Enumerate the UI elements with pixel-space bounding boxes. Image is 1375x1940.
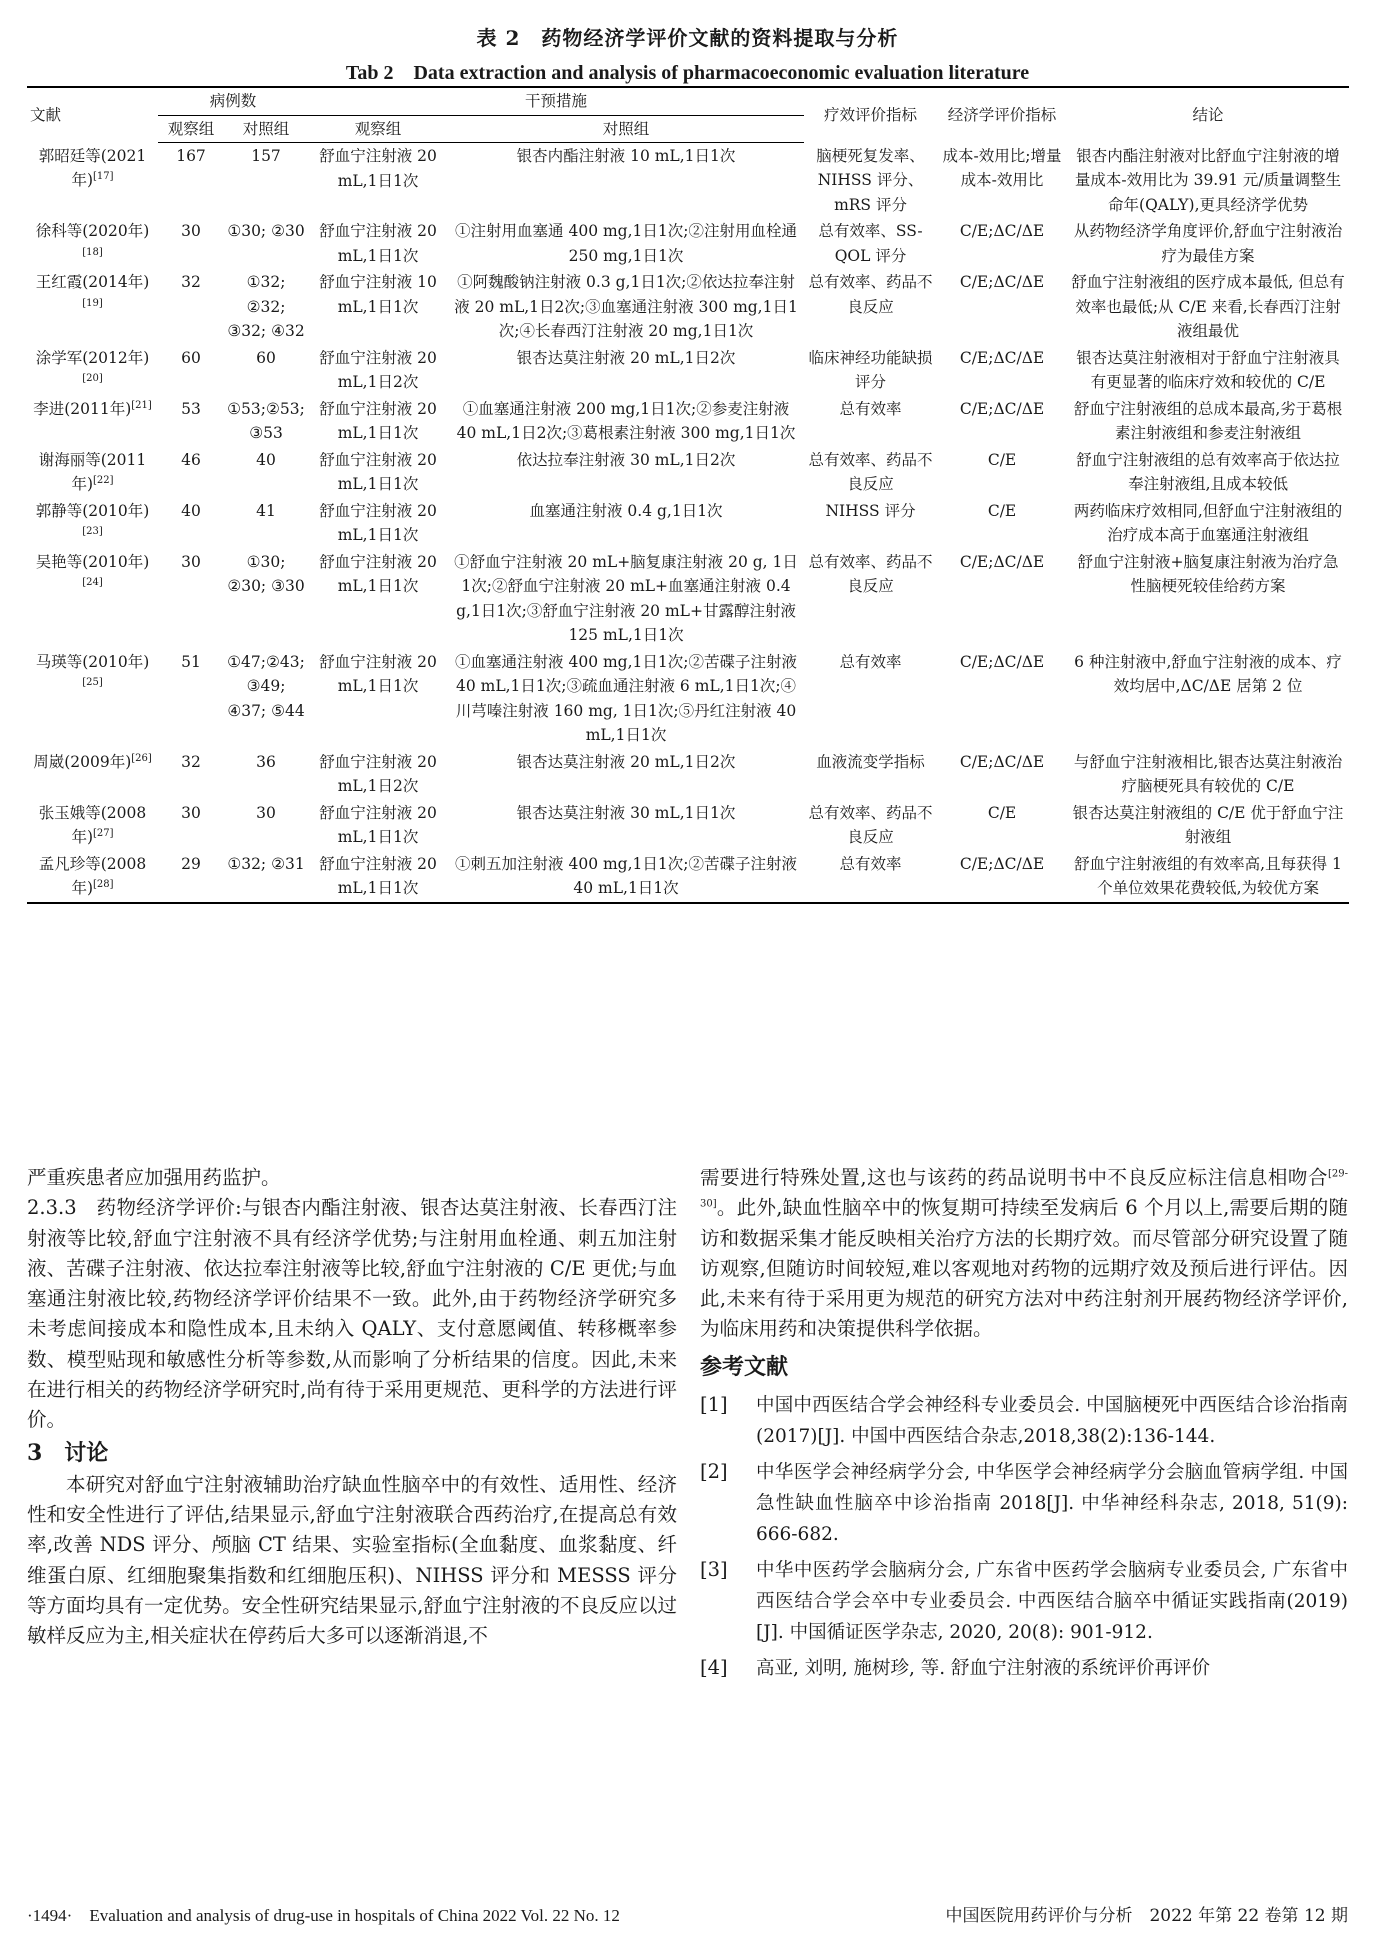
cell-efficacy <box>804 396 937 447</box>
cell-econ <box>937 549 1067 649</box>
cell-obs-intervention <box>308 498 448 549</box>
cell-ctrl-count-text: ①30; ②30 <box>227 222 305 240</box>
cell-obs-intervention <box>308 800 448 851</box>
cell-obs-count-text: 32 <box>181 273 201 291</box>
cell-ctrl-intervention-text: 依达拉奉注射液 30 mL,1日2次 <box>516 450 736 469</box>
right-column <box>700 1163 1348 1684</box>
cell-conclusion <box>1067 396 1349 447</box>
table-row <box>27 345 1349 396</box>
references-heading: 参考文献 <box>700 1353 789 1380</box>
cell-econ <box>937 749 1067 800</box>
cell-obs-count <box>158 269 224 345</box>
cell-obs-count <box>158 447 224 498</box>
cell-obs-count <box>158 143 224 219</box>
cell-ctrl-count-text: 60 <box>256 348 276 367</box>
citation: [29-30] <box>700 1168 1348 1210</box>
cell-obs-intervention <box>308 749 448 800</box>
cell-ctrl-count <box>224 396 308 447</box>
cell-ctrl-count-text: 157 <box>251 147 281 165</box>
cell-obs-count-text: 30 <box>181 803 201 822</box>
table-row <box>27 549 1349 649</box>
cell-ctrl-count <box>224 345 308 396</box>
cell-author-text: 徐科等(2020年) <box>35 222 150 240</box>
cell-ctrl-count-text: ①32; ②31 <box>227 854 305 873</box>
cell-efficacy-text: 临床神经功能缺损评分 <box>808 348 933 391</box>
table-caption-en: Tab 2 Data extraction and analysis of pharmacoeconomic evaluation literature <box>345 62 1030 84</box>
cell-obs-intervention <box>308 649 448 749</box>
cell-ctrl-intervention <box>448 649 804 749</box>
cell-obs-intervention-text: 舒血宁注射液 20 mL,1日1次 <box>319 652 437 695</box>
cell-author-text: 郭昭廷等(2021年) <box>38 146 147 189</box>
cell-ctrl-count <box>224 218 308 269</box>
table-row <box>27 800 1349 851</box>
header-efficacy: 疗效评价指标 <box>804 87 937 143</box>
cell-ctrl-intervention <box>448 749 804 800</box>
citation: [28] <box>93 878 114 890</box>
cell-ctrl-intervention <box>448 218 804 269</box>
cell-ctrl-intervention-text: 银杏达莫注射液 20 mL,1日2次 <box>516 348 736 367</box>
cell-conclusion <box>1067 800 1349 851</box>
cell-obs-intervention <box>308 396 448 447</box>
cell-author <box>27 143 158 219</box>
cell-author-text: 周崴(2009年) <box>33 752 132 771</box>
reference-text: 中华中医药学会脑病分会, 广东省中医药学会脑病专业委员会, 广东省中西医结合学会卒中专业委员会. 中西医结合脑卒中循证实践指南(2019)[J]. 中国循证医学杂志, 2020, 20(8): 901-912. <box>756 1559 1348 1643</box>
paragraph-text: 需要进行特殊处置,这也与该药的药品说明书中不良反应标注信息相吻合 <box>700 1166 1328 1189</box>
cell-conclusion <box>1067 345 1349 396</box>
cell-ctrl-count <box>224 498 308 549</box>
footer-journal-cn: 中国医院用药评价与分析 2022 年第 22 卷第 12 期 <box>945 1906 1348 1926</box>
cell-econ <box>937 218 1067 269</box>
cell-efficacy-text: 总有效率、药品不良反应 <box>808 450 933 493</box>
cell-econ-text: C/E;ΔC/ΔE <box>959 752 1045 771</box>
cell-econ-text: C/E;ΔC/ΔE <box>959 652 1045 671</box>
cell-efficacy <box>804 143 937 219</box>
cell-obs-intervention <box>308 345 448 396</box>
cell-ctrl-intervention-text: ①阿魏酸钠注射液 0.3 g,1日1次;②依达拉奉注射液 20 mL,1日2次;③血塞通注射液 300 mg,1日1次;④长春西汀注射液 20 mg,1日1次 <box>454 273 798 340</box>
cell-econ <box>937 269 1067 345</box>
paragraph <box>700 1163 1348 1345</box>
citation: [26] <box>131 752 152 764</box>
cell-ctrl-intervention-text: 银杏内酯注射液 10 mL,1日1次 <box>516 147 736 165</box>
cell-conclusion-text: 6 种注射液中,舒血宁注射液的成本、疗效均居中,ΔC/ΔE 居第 2 位 <box>1074 652 1342 695</box>
cell-obs-intervention-text: 舒血宁注射液 20 mL,1日1次 <box>319 501 437 544</box>
cell-efficacy-text: 总有效率、药品不良反应 <box>808 803 933 846</box>
cell-author <box>27 345 158 396</box>
reference-list <box>700 1390 1348 1684</box>
cell-ctrl-count-text: 30 <box>256 803 276 822</box>
cell-ctrl-count-text: ①30; ②30; ③30 <box>227 552 305 595</box>
cell-ctrl-intervention-text: ①血塞通注射液 200 mg,1日1次;②参麦注射液 40 mL,1日2次;③葛根素注射液 300 mg,1日1次 <box>456 399 796 442</box>
table-body <box>27 143 1349 903</box>
cell-ctrl-intervention-text: ①血塞通注射液 400 mg,1日1次;②苦碟子注射液 40 mL,1日1次;③疏血通注射液 6 mL,1日1次;④川芎嗪注射液 160 mg, 1日1次;⑤丹红注射液 40 mL,1日1次 <box>455 652 797 744</box>
citation: [18] <box>82 246 103 258</box>
citation: [25] <box>82 676 103 688</box>
cell-conclusion-text: 舒血宁注射液组的有效率高,且每获得 1 个单位效果花费较低,为较优方案 <box>1074 854 1342 897</box>
cell-conclusion-text: 两药临床疗效相同,但舒血宁注射液组的治疗成本高于血塞通注射液组 <box>1073 501 1343 544</box>
cell-obs-intervention <box>308 447 448 498</box>
cell-author-text: 吴艳等(2010年) <box>35 552 150 571</box>
cell-econ-text: 成本-效用比;增量成本-效用比 <box>942 146 1062 189</box>
cell-obs-intervention <box>308 269 448 345</box>
cell-obs-count-text: 46 <box>181 450 201 469</box>
citation: [24] <box>82 576 103 588</box>
citation: [21] <box>131 399 152 411</box>
cell-obs-intervention-text: 舒血宁注射液 10 mL,1日1次 <box>319 273 437 316</box>
cell-econ-text: C/E <box>987 803 1017 822</box>
cell-ctrl-count <box>224 549 308 649</box>
cell-econ <box>937 447 1067 498</box>
cell-obs-count-text: 167 <box>176 147 206 165</box>
cell-conclusion <box>1067 269 1349 345</box>
cell-author <box>27 396 158 447</box>
table-row <box>27 218 1349 269</box>
cell-author <box>27 498 158 549</box>
cell-ctrl-intervention <box>448 800 804 851</box>
reference-item <box>700 1457 1348 1550</box>
cell-author <box>27 800 158 851</box>
cell-conclusion-text: 银杏内酯注射液对比舒血宁注射液的增量成本-效用比为 39.91 元/质量调整生命年(QALY),更具经济学优势 <box>1074 146 1342 214</box>
cell-ctrl-intervention-text: ①刺五加注射液 400 mg,1日1次;②苦碟子注射液 40 mL,1日1次 <box>455 854 797 897</box>
reference-index: [1] <box>700 1392 728 1416</box>
cell-ctrl-count <box>224 143 308 219</box>
table-row <box>27 143 1349 219</box>
reference-text: 高亚, 刘明, 施树珍, 等. 舒血宁注射液的系统评价再评价 <box>756 1657 1211 1679</box>
cell-author-text: 王红霞(2014年) <box>35 273 150 291</box>
cell-ctrl-count <box>224 269 308 345</box>
cell-econ-text: C/E;ΔC/ΔE <box>959 348 1045 367</box>
cell-author <box>27 218 158 269</box>
cell-ctrl-intervention <box>448 269 804 345</box>
header-literature: 文献 <box>27 87 158 143</box>
cell-econ-text: C/E;ΔC/ΔE <box>959 273 1045 291</box>
cell-ctrl-count <box>224 447 308 498</box>
header-intervention-obs: 观察组 <box>308 115 448 143</box>
header-cases: 病例数 <box>158 87 308 115</box>
cell-ctrl-count-text: 41 <box>256 501 276 520</box>
cell-efficacy <box>804 649 937 749</box>
reference-text: 中华医学会神经病学分会, 中华医学会神经病学分会脑血管病学组. 中国急性缺血性脑卒中诊治指南 2018[J]. 中华神经科杂志, 2018, 51(9): 666-682. <box>756 1461 1348 1545</box>
cell-author-text: 马瑛等(2010年) <box>35 652 150 671</box>
cell-ctrl-count-text: 36 <box>256 752 276 771</box>
reference-index: [3] <box>700 1557 728 1581</box>
cell-conclusion-text: 舒血宁注射液组的总有效率高于依达拉奉注射液组,且成本较低 <box>1076 450 1340 493</box>
cell-efficacy <box>804 498 937 549</box>
reference-item <box>700 1555 1348 1648</box>
cell-econ-text: C/E <box>987 501 1017 520</box>
cell-econ <box>937 396 1067 447</box>
cell-econ-text: C/E;ΔC/ΔE <box>959 854 1045 873</box>
citation: [23] <box>82 525 103 537</box>
cell-obs-count-text: 29 <box>181 854 201 873</box>
cell-conclusion <box>1067 218 1349 269</box>
footer-journal-en: ·1494· Evaluation and analysis of drug-use in hospitals of China 2022 Vol. 22 No. 12 <box>27 1906 620 1925</box>
header-intervention-ctrl: 对照组 <box>448 115 804 143</box>
cell-ctrl-count-text: ①47;②43; ③49; ④37; ⑤44 <box>227 652 305 720</box>
cell-ctrl-count-text: 40 <box>256 450 276 469</box>
paragraph: 本研究对舒血宁注射液辅助治疗缺血性脑卒中的有效性、适用性、经济性和安全性进行了评估,结果显示,舒血宁注射液联合西药治疗,在提高总有效率,改善 NDS 评分、颅脑 CT 结果、实验室指标(全血黏度、血浆黏度、纤维蛋白原、红细胞聚集指数和红细胞压积)、NIHSS 评分和 MESSS 评分等方面均具有一定优势。安全性研究结果显示,舒血宁注射液的不良反应以过敏样反应为主,相关症状在停药后大多可以逐渐消退,不 <box>27 1472 677 1648</box>
cell-obs-intervention-text: 舒血宁注射液 20 mL,1日1次 <box>319 854 437 897</box>
reference-item <box>700 1653 1348 1684</box>
citation: [27] <box>93 827 114 839</box>
cell-ctrl-intervention-text: 银杏达莫注射液 20 mL,1日2次 <box>516 752 736 771</box>
cell-obs-count <box>158 749 224 800</box>
citation: [20] <box>82 372 103 384</box>
cell-conclusion-text: 银杏达莫注射液组的 C/E 优于舒血宁注射液组 <box>1072 803 1344 846</box>
cell-author <box>27 269 158 345</box>
cell-efficacy-text: 血液流变学指标 <box>816 752 925 771</box>
cell-obs-intervention-text: 舒血宁注射液 20 mL,1日1次 <box>319 803 437 846</box>
cell-obs-intervention <box>308 851 448 903</box>
cell-econ-text: C/E;ΔC/ΔE <box>959 399 1045 418</box>
cell-conclusion-text: 舒血宁注射液组的医疗成本最低, 但总有效率也最低;从 C/E 来看,长春西汀注射液组最优 <box>1071 273 1345 340</box>
cell-efficacy-text: 总有效率、药品不良反应 <box>808 273 933 316</box>
cell-author <box>27 447 158 498</box>
cell-conclusion <box>1067 498 1349 549</box>
cell-conclusion-text: 与舒血宁注射液相比,银杏达莫注射液治疗脑梗死具有较优的 C/E <box>1073 752 1343 795</box>
cell-obs-count <box>158 396 224 447</box>
cell-ctrl-intervention-text: ①注射用血塞通 400 mg,1日1次;②注射用血栓通 250 mg,1日1次 <box>455 222 797 265</box>
cell-ctrl-count <box>224 749 308 800</box>
cell-conclusion <box>1067 851 1349 903</box>
section-heading-discussion: 3 讨论 <box>27 1439 109 1466</box>
cell-efficacy <box>804 269 937 345</box>
cell-ctrl-count <box>224 649 308 749</box>
paragraph-2-3-3: 2.3.3 药物经济学评价:与银杏内酯注射液、银杏达莫注射液、长春西汀注射液等比较,舒血宁注射液不具有经济学优势;与注射用血栓通、刺五加注射液、苦碟子注射液、依达拉奉注射液等比较,舒血宁注射液的 C/E 更优;与血塞通注射液比较,药物经济学评价结果不一致。此外,由于药物经济学研究多未考虑间接成本和隐性成本,且未纳入 QALY、支付意愿阈值、转移概率参数、模型贴现和敏感性分析等参数,从而影响了分析结果的信度。因此,未来在进行相关的药物经济学研究时,尚有待于采用更规范、更科学的方法进行评价。 <box>27 1196 677 1432</box>
cell-efficacy-text: 总有效率 <box>839 652 902 671</box>
left-column <box>27 1163 677 1651</box>
cell-ctrl-count <box>224 851 308 903</box>
cell-econ-text: C/E <box>987 450 1017 469</box>
literature-table <box>27 86 1349 904</box>
paragraph-text: 。此外,缺血性脑卒中的恢复期可持续至发病后 6 个月以上,需要后期的随访和数据采集才能反映相关治疗方法的长期疗效。而尽管部分研究设置了随访观察,但随访时间较短,难以客观地对药物的远期疗效及预后进行评估。因此,未来有待于采用更为规范的研究方法对中药注射剂开展药物经济学评价,为临床用药和决策提供科学依据。 <box>700 1196 1348 1341</box>
table-row <box>27 396 1349 447</box>
paragraph: 严重疾患者应加强用药监护。 <box>27 1166 281 1189</box>
cell-econ <box>937 800 1067 851</box>
cell-econ <box>937 649 1067 749</box>
cell-ctrl-intervention <box>448 498 804 549</box>
cell-conclusion <box>1067 749 1349 800</box>
cell-conclusion-text: 舒血宁注射液组的总成本最高,劣于葛根素注射液组和参麦注射液组 <box>1073 399 1343 442</box>
cell-author-text: 张玉娥等(2008年) <box>38 803 147 846</box>
cell-obs-intervention <box>308 218 448 269</box>
cell-obs-count <box>158 345 224 396</box>
reference-item <box>700 1390 1348 1452</box>
cell-ctrl-count <box>224 800 308 851</box>
cell-obs-count <box>158 851 224 903</box>
cell-obs-count <box>158 549 224 649</box>
header-conclusion: 结论 <box>1067 87 1349 143</box>
cell-author <box>27 749 158 800</box>
header-econ: 经济学评价指标 <box>937 87 1067 143</box>
cell-ctrl-count-text: ①53;②53; ③53 <box>227 399 305 442</box>
cell-efficacy <box>804 549 937 649</box>
cell-obs-intervention-text: 舒血宁注射液 20 mL,1日2次 <box>319 348 437 391</box>
cell-econ-text: C/E;ΔC/ΔE <box>959 552 1045 571</box>
cell-conclusion-text: 舒血宁注射液+脑复康注射液为治疗急性脑梗死较佳给药方案 <box>1077 552 1339 595</box>
cell-obs-intervention-text: 舒血宁注射液 20 mL,1日1次 <box>319 450 437 493</box>
cell-efficacy-text: 总有效率、药品不良反应 <box>808 552 933 595</box>
cell-efficacy-text: 总有效率、SS-QOL 评分 <box>818 222 923 265</box>
cell-efficacy-text: 总有效率 <box>839 854 902 873</box>
cell-author-text: 郭静等(2010年) <box>35 501 150 520</box>
cell-ctrl-count-text: ①32; ②32; ③32; ④32 <box>227 273 305 340</box>
cell-ctrl-intervention <box>448 851 804 903</box>
cell-obs-count-text: 32 <box>181 752 201 771</box>
cell-obs-intervention <box>308 143 448 219</box>
cell-efficacy-text: 脑梗死复发率、NIHSS 评分、mRS 评分 <box>816 146 925 214</box>
header-intervention: 干预措施 <box>308 87 804 115</box>
cell-econ-text: C/E;ΔC/ΔE <box>959 222 1045 240</box>
cell-econ <box>937 498 1067 549</box>
cell-efficacy-text: 总有效率 <box>839 399 902 418</box>
cell-obs-intervention-text: 舒血宁注射液 20 mL,1日1次 <box>319 552 437 595</box>
cell-efficacy <box>804 851 937 903</box>
cell-obs-count-text: 51 <box>181 652 201 671</box>
cell-obs-intervention <box>308 549 448 649</box>
cell-obs-count-text: 40 <box>181 501 201 520</box>
cell-obs-intervention-text: 舒血宁注射液 20 mL,1日1次 <box>319 222 437 265</box>
cell-ctrl-intervention <box>448 549 804 649</box>
cell-obs-intervention-text: 舒血宁注射液 20 mL,1日2次 <box>319 752 437 795</box>
cell-ctrl-intervention <box>448 345 804 396</box>
cell-conclusion <box>1067 143 1349 219</box>
table-row <box>27 749 1349 800</box>
reference-index: [2] <box>700 1459 728 1483</box>
reference-text: 中国中西医结合学会神经科专业委员会. 中国脑梗死中西医结合诊治指南(2017)[J]. 中国中西医结合杂志,2018,38(2):136-144. <box>756 1394 1348 1447</box>
cell-efficacy-text: NIHSS 评分 <box>825 501 916 520</box>
cell-efficacy <box>804 345 937 396</box>
cell-obs-count-text: 60 <box>181 348 201 367</box>
cell-efficacy <box>804 218 937 269</box>
cell-conclusion-text: 银杏达莫注射液相对于舒血宁注射液具有更显著的临床疗效和较优的 C/E <box>1076 348 1340 391</box>
table-row <box>27 269 1349 345</box>
cell-conclusion <box>1067 549 1349 649</box>
cell-econ <box>937 851 1067 903</box>
cell-obs-count-text: 30 <box>181 222 201 240</box>
cell-obs-count-text: 30 <box>181 552 201 571</box>
header-cases-ctrl: 对照组 <box>224 115 308 143</box>
cell-author-text: 李进(2011年) <box>33 399 132 418</box>
table-caption-cn: 表 2 药物经济学评价文献的资料提取与分析 <box>476 26 899 50</box>
cell-obs-count <box>158 649 224 749</box>
cell-efficacy <box>804 447 937 498</box>
cell-obs-count-text: 53 <box>181 399 201 418</box>
cell-conclusion-text: 从药物经济学角度评价,舒血宁注射液治疗为最佳方案 <box>1073 222 1343 265</box>
cell-obs-intervention-text: 舒血宁注射液 20 mL,1日1次 <box>319 399 437 442</box>
cell-obs-count <box>158 800 224 851</box>
cell-conclusion <box>1067 649 1349 749</box>
cell-obs-count <box>158 218 224 269</box>
table-row <box>27 649 1349 749</box>
cell-ctrl-intervention-text: 血塞通注射液 0.4 g,1日1次 <box>529 501 723 520</box>
cell-author-text: 谢海丽等(2011年) <box>38 450 147 493</box>
table-row <box>27 498 1349 549</box>
cell-author <box>27 549 158 649</box>
cell-ctrl-intervention <box>448 447 804 498</box>
table-row <box>27 851 1349 903</box>
cell-conclusion <box>1067 447 1349 498</box>
citation: [22] <box>93 474 114 486</box>
cell-author <box>27 649 158 749</box>
citation: [19] <box>82 297 103 309</box>
cell-obs-intervention-text: 舒血宁注射液 20 mL,1日1次 <box>319 147 437 190</box>
cell-econ <box>937 345 1067 396</box>
cell-author-text: 涂学军(2012年) <box>35 348 150 367</box>
cell-ctrl-intervention <box>448 143 804 219</box>
cell-ctrl-intervention-text: 银杏达莫注射液 30 mL,1日1次 <box>516 803 736 822</box>
cell-obs-count <box>158 498 224 549</box>
cell-ctrl-intervention <box>448 396 804 447</box>
cell-author <box>27 851 158 903</box>
citation: [17] <box>93 170 114 182</box>
table-row <box>27 447 1349 498</box>
reference-index: [4] <box>700 1655 728 1679</box>
cell-econ <box>937 143 1067 219</box>
header-cases-obs: 观察组 <box>158 115 224 143</box>
cell-efficacy <box>804 749 937 800</box>
cell-author-text: 孟凡珍等(2008年) <box>38 854 147 897</box>
cell-ctrl-intervention-text: ①舒血宁注射液 20 mL+脑复康注射液 20 g, 1日1次;②舒血宁注射液 20 mL+血塞通注射液 0.4 g,1日1次;③舒血宁注射液 20 mL+甘露醇注射液 125 mL,1日1次 <box>454 552 798 644</box>
cell-efficacy <box>804 800 937 851</box>
